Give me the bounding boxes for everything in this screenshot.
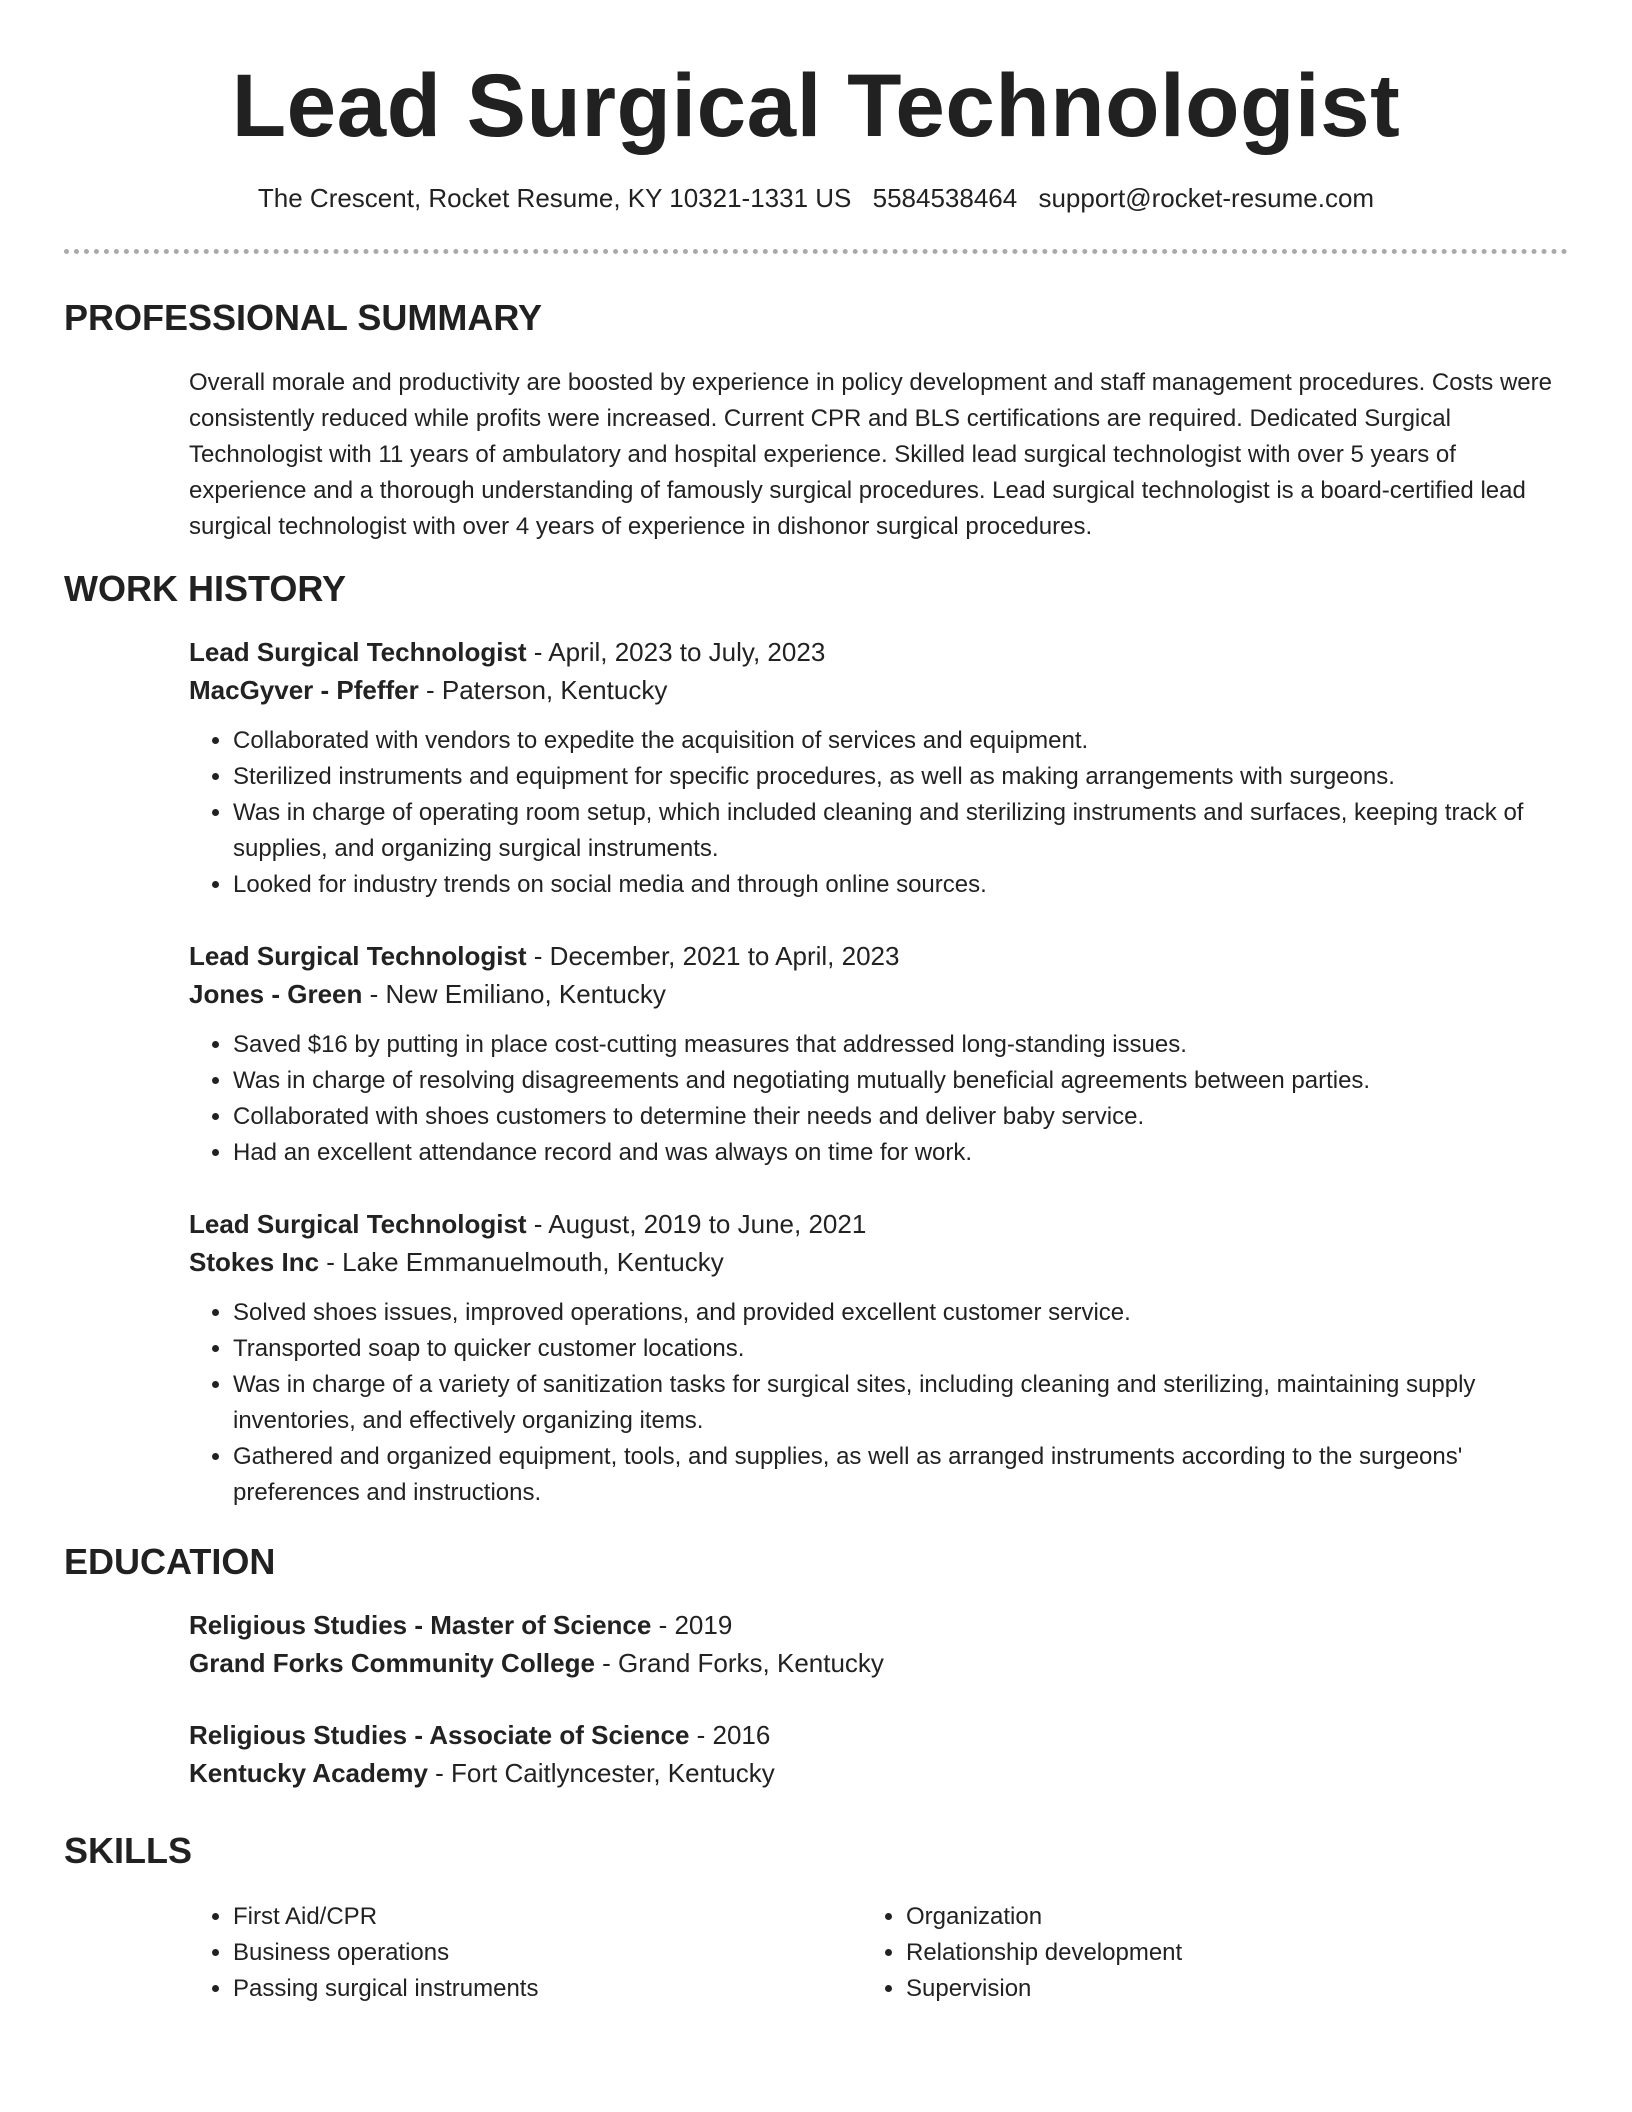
skills-list bbox=[189, 1899, 789, 2007]
job-location: - Lake Emmanuelmouth, Kentucky bbox=[319, 1247, 724, 1277]
list-item: • Collaborated with shoes customers to determine their needs and deliver baby service. bbox=[233, 1099, 1561, 1135]
job-company: Jones - Green bbox=[189, 979, 363, 1009]
job-title-line bbox=[189, 1205, 1561, 1243]
list-item: • Collaborated with vendors to expedite the acquisition of services and equipment. bbox=[233, 723, 1561, 759]
list-item: • Saved $16 by putting in place cost-cutting measures that addressed long-standing issues. bbox=[233, 1027, 1561, 1063]
job-dates: - December, 2021 to April, 2023 bbox=[526, 941, 900, 971]
skill-item: • Supervision bbox=[906, 1971, 1462, 2007]
school-location: - Grand Forks, Kentucky bbox=[594, 1648, 884, 1678]
contact-line bbox=[0, 180, 1632, 216]
job-title: Lead Surgical Technologist bbox=[189, 1209, 527, 1239]
work-history-heading: WORK HISTORY bbox=[64, 568, 347, 609]
education-entry bbox=[189, 1716, 1561, 1792]
summary-heading: PROFESSIONAL SUMMARY bbox=[64, 297, 543, 338]
school-location: - Fort Caitlyncester, Kentucky bbox=[427, 1758, 775, 1788]
work-entry bbox=[189, 1205, 1561, 1511]
job-dates: - August, 2019 to June, 2021 bbox=[526, 1209, 867, 1239]
school: Kentucky Academy bbox=[189, 1758, 428, 1788]
school-line bbox=[189, 1644, 1561, 1682]
school: Grand Forks Community College bbox=[189, 1648, 595, 1678]
skill-item: • Organization bbox=[906, 1899, 1462, 1935]
job-dates: - April, 2023 to July, 2023 bbox=[526, 637, 826, 667]
degree: Religious Studies - Master of Science bbox=[189, 1610, 652, 1640]
summary-text: Overall morale and productivity are boosted by experience in policy development and staff management procedures. Costs were consistently reduced while profits were increased. Current CPR and BLS certifications are required. Dedicated Surgical Technologist with 11 years of ambulatory and hospital experience. Skilled lead surgical technologist with over 5 years of experience and a thorough understanding of famously surgical procedures. Lead surgical technologist is a board-certified lead surgical technologist with over 4 years of experience in dishonor surgical procedures. bbox=[189, 369, 1552, 540]
job-company: MacGyver - Pfeffer bbox=[189, 675, 419, 705]
job-title-line bbox=[189, 633, 1561, 671]
list-item: • Looked for industry trends on social media and through online sources. bbox=[233, 867, 1561, 903]
list-item: • Was in charge of operating room setup, which included cleaning and sterilizing instruments and surfaces, keeping track of supplies, and organizing surgical instruments. bbox=[233, 795, 1561, 867]
job-title: Lead Surgical Technologist bbox=[189, 941, 527, 971]
education-heading: EDUCATION bbox=[64, 1541, 276, 1582]
job-bullets bbox=[189, 1027, 1561, 1171]
list-item: • Gathered and organized equipment, tools, and supplies, as well as arranged instruments according to the surgeons' preferences and instructions. bbox=[233, 1439, 1561, 1511]
work-entry bbox=[189, 937, 1561, 1171]
job-location: - Paterson, Kentucky bbox=[418, 675, 668, 705]
job-company-line bbox=[189, 671, 1561, 709]
job-title: Lead Surgical Technologist bbox=[189, 637, 527, 667]
job-location: - New Emiliano, Kentucky bbox=[362, 979, 666, 1009]
list-item: • Was in charge of resolving disagreements and negotiating mutually beneficial agreements between parties. bbox=[233, 1063, 1561, 1099]
skill-item: • Passing surgical instruments bbox=[233, 1971, 789, 2007]
skill-item: • First Aid/CPR bbox=[233, 1899, 789, 1935]
list-item: • Had an excellent attendance record and was always on time for work. bbox=[233, 1135, 1561, 1171]
job-title-line bbox=[189, 937, 1561, 975]
job-company-line bbox=[189, 1243, 1561, 1281]
list-item: • Was in charge of a variety of sanitization tasks for surgical sites, including cleaning and sterilizing, maintaining supply inventories, and effectively organizing items. bbox=[233, 1367, 1561, 1439]
degree: Religious Studies - Associate of Science bbox=[189, 1720, 690, 1750]
school-line bbox=[189, 1754, 1561, 1792]
degree-year: - 2016 bbox=[689, 1720, 771, 1750]
contact-phone: 5584538464 bbox=[872, 183, 1018, 213]
skills-heading: SKILLS bbox=[64, 1830, 193, 1871]
header-divider bbox=[64, 249, 1568, 254]
education-entry bbox=[189, 1606, 1561, 1682]
list-item: • Sterilized instruments and equipment for specific procedures, as well as making arrangements with surgeons. bbox=[233, 759, 1561, 795]
work-entry bbox=[189, 633, 1561, 903]
job-bullets bbox=[189, 723, 1561, 903]
skill-item: • Relationship development bbox=[906, 1935, 1462, 1971]
resume-name: Lead Surgical Technologist bbox=[231, 55, 1401, 155]
job-bullets bbox=[189, 1295, 1561, 1511]
job-company: Stokes Inc bbox=[189, 1247, 320, 1277]
job-company-line bbox=[189, 975, 1561, 1013]
degree-line bbox=[189, 1606, 1561, 1644]
degree-year: - 2019 bbox=[651, 1610, 733, 1640]
skills-list bbox=[862, 1899, 1462, 2007]
degree-line bbox=[189, 1716, 1561, 1754]
contact-email: support@rocket-resume.com bbox=[1038, 183, 1375, 213]
skills-column-right bbox=[862, 1899, 1462, 2007]
skills-column-left bbox=[189, 1899, 789, 2007]
list-item: • Transported soap to quicker customer locations. bbox=[233, 1331, 1561, 1367]
skill-item: • Business operations bbox=[233, 1935, 789, 1971]
list-item: • Solved shoes issues, improved operations, and provided excellent customer service. bbox=[233, 1295, 1561, 1331]
contact-address: The Crescent, Rocket Resume, KY 10321-1331 US bbox=[257, 183, 852, 213]
